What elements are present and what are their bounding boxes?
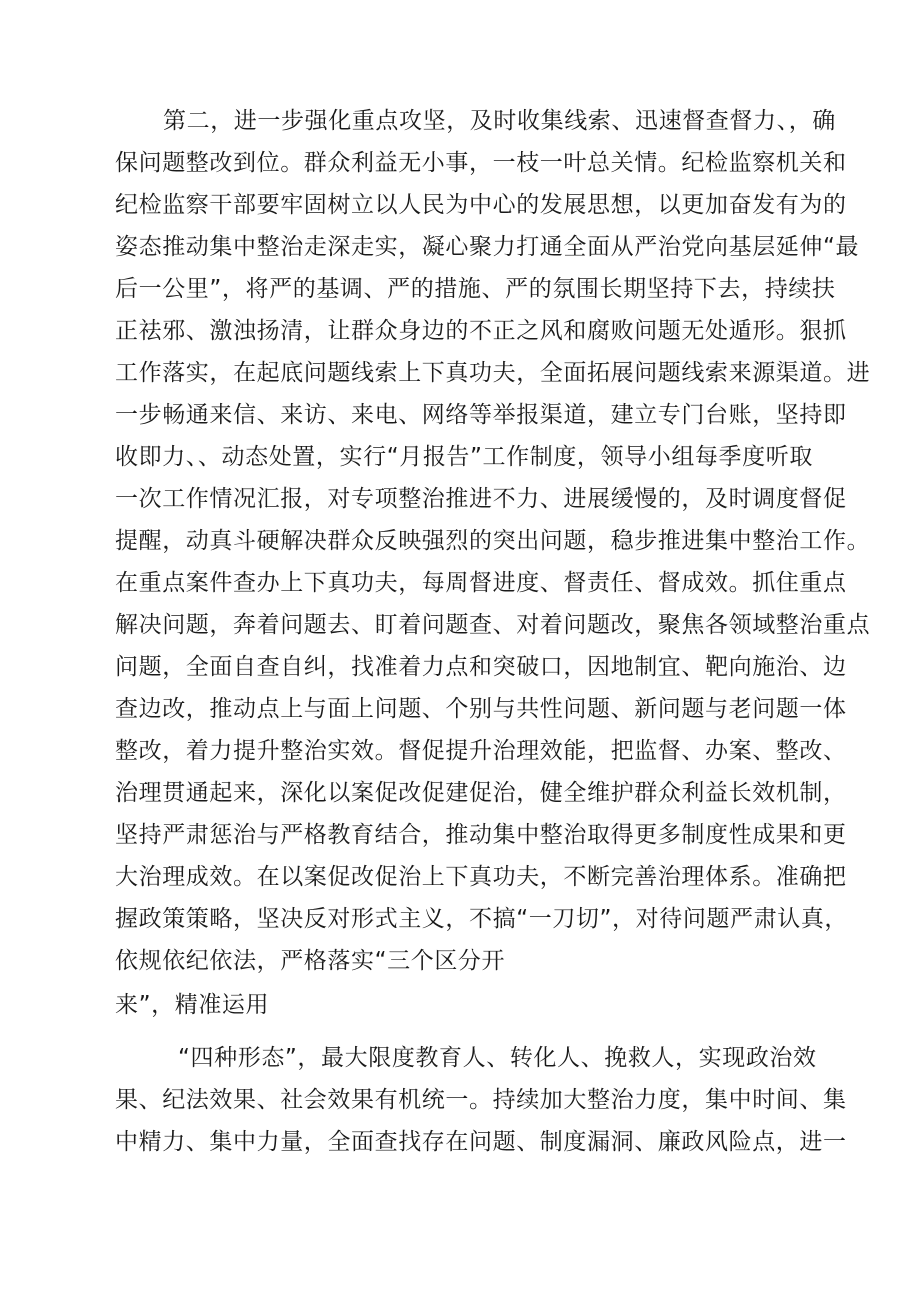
paragraph-line: 依规依纪依法，严格落实“三个区分开 [115,948,506,974]
paragraph-line: 查边改，推动点上与面上问题、个别与共性问题、新问题与老问题一体 [115,696,847,722]
paragraph-line: 收即力、、动态处置，实行“月报告”工作制度，领导小组每季度听取 [115,444,813,470]
paragraph-line: 第二，进一步强化重点攻坚，及时收集线索、迅速督查督力、，确 [163,108,836,134]
paragraph-line: 保问题整改到位。群众利益无小事，一枝一叶总关情。纪检监察机关和 [115,150,847,176]
paragraph-line: 解决问题，奔着问题去、盯着问题查、对着问题改，聚焦各领域整治重点 [115,612,871,638]
paragraph-line: 在重点案件查办上下真功夫，每周督进度、督责任、督成效。抓住重点 [115,570,847,596]
paragraph-line: “四种形态”，最大限度教育人、转化人、挽救人，实现政治效 [178,1045,817,1071]
paragraph-line: 工作落实，在起底问题线索上下真功夫，全面拓展问题线索来源渠道。进 [115,360,871,386]
paragraph-line: 握政策策略，坚决反对形式主义，不搞“一刀切”，对待问题严肃认真， [115,906,849,932]
paragraph-line: 后一公里”，将严的基调、严的措施、严的氛围长期坚持下去，持续扶 [115,276,836,302]
paragraph-line: 一步畅通来信、来访、来电、网络等举报渠道，建立专门台账，坚持即 [115,402,847,428]
paragraph-line: 来”，精准运用 [115,992,270,1018]
paragraph-line: 果、纪法效果、社会效果有机统一。持续加大整治力度，集中时间、集 [115,1087,847,1113]
paragraph-line: 一次工作情况汇报，对专项整治推进不力、进展缓慢的，及时调度督促 [115,486,847,512]
paragraph-line: 整改，着力提升整治实效。督促提升治理效能，把监督、办案、整改、 [115,738,847,764]
paragraph-line: 中精力、集中力量，全面查找存在问题、制度漏洞、廉政风险点，进一 [115,1129,847,1155]
paragraph-line: 问题，全面自查自纠，找准着力点和突破口，因地制宜、靶向施治、边 [115,654,847,680]
paragraph-line: 纪检监察干部要牢固树立以人民为中心的发展思想，以更加奋发有为的 [115,192,847,218]
paragraph-line: 提醒，动真斗硬解决群众反映强烈的突出问题，稳步推进集中整治工作。 [115,528,871,554]
paragraph-line: 姿态推动集中整治走深走实，凝心聚力打通全面从严治党向基层延伸“最 [115,234,860,260]
paragraph-line: 坚持严肃惩治与严格教育结合，推动集中整治取得更多制度性成果和更 [115,822,847,848]
paragraph-line: 大治理成效。在以案促改促治上下真功夫，不断完善治理体系。准确把 [115,864,847,890]
paragraph-line: 治理贯通起来，深化以案促改促建促治，健全维护群众利益长效机制， [115,780,847,806]
paragraph-line: 正祛邪、激浊扬清，让群众身边的不正之风和腐败问题无处遁形。狠抓 [115,318,847,344]
